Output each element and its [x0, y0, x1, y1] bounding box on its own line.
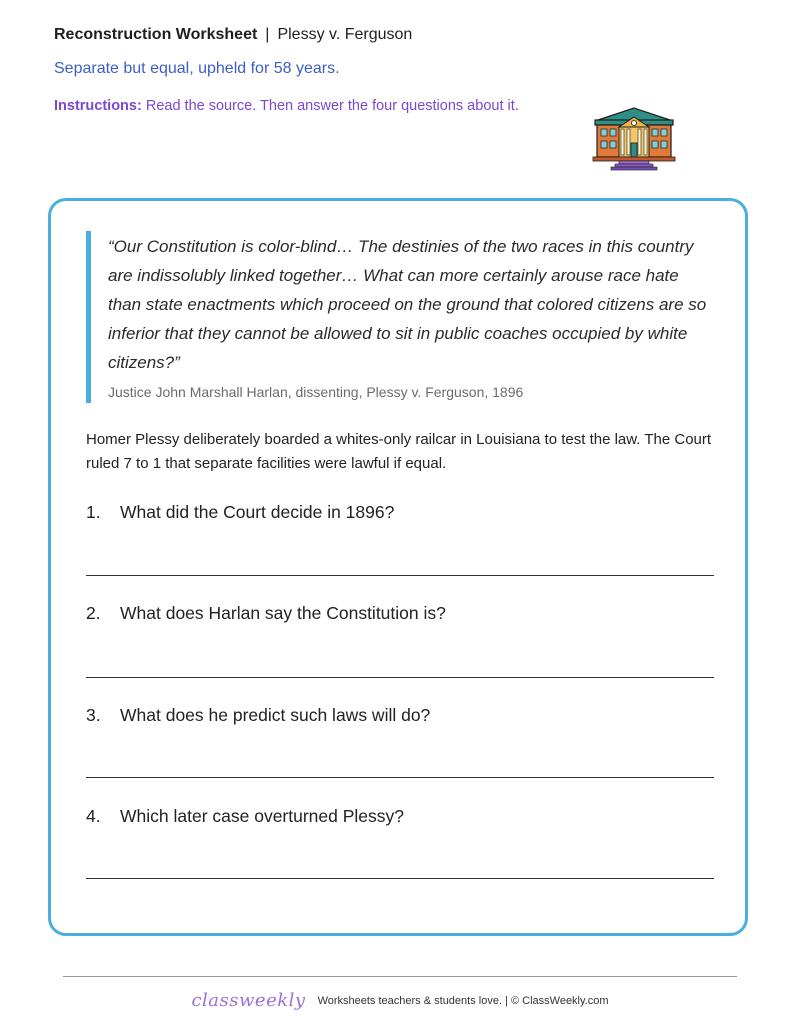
question-text: What does Harlan say the Constitution is?: [120, 603, 446, 623]
instructions: [54, 98, 519, 114]
title-separator: |: [265, 26, 270, 43]
question-1: [86, 502, 394, 523]
worksheet-subtitle: Separate but equal, upheld for 58 years.: [54, 60, 340, 77]
answer-line-3[interactable]: [86, 777, 714, 778]
footer-tagline: Worksheets teachers & students love. | © ClassWeekly.com: [317, 995, 609, 1007]
question-number: 4.: [86, 806, 101, 826]
question-2: [86, 603, 446, 624]
source-citation: Justice John Marshall Harlan, dissenting, Plessy v. Ferguson, 1896: [108, 384, 524, 400]
question-number: 1.: [86, 502, 101, 522]
question-text: What did the Court decide in 1896?: [120, 502, 395, 522]
instructions-text: Read the source. Then answer the four questions about it.: [145, 98, 519, 114]
question-4: [86, 806, 404, 827]
question-number: 2.: [86, 603, 101, 623]
worksheet-title: [54, 26, 412, 44]
footer-divider: [63, 976, 737, 977]
courthouse-icon: [589, 105, 679, 171]
instructions-label: Instructions:: [54, 98, 142, 114]
footer: [0, 990, 800, 1011]
question-text: Which later case overturned Plessy?: [120, 806, 405, 826]
context-paragraph: Homer Plessy deliberately boarded a whites-only railcar in Louisiana to test the law. The Court ruled 7 to 1 that separate facilities were lawful if equal.: [86, 431, 712, 472]
worksheet-topic: Plessy v. Ferguson: [277, 26, 413, 43]
answer-line-2[interactable]: [86, 677, 714, 678]
source-quote: “Our Constitution is color-blind… The destinies of the two races in this country are indissolubly linked together… What can more certainly arouse race hate than state enactments which proceed on the ground that colored citizens are so inferior that they cannot be allowed to sit in public coaches occupied by white citizens?”: [108, 237, 707, 372]
answer-line-1[interactable]: [86, 575, 714, 576]
answer-line-4[interactable]: [86, 878, 714, 879]
question-number: 3.: [86, 705, 101, 725]
source-quote-block: [86, 231, 716, 403]
question-text: What does he predict such laws will do?: [120, 705, 431, 725]
brand-logo: classweekly: [191, 990, 306, 1011]
question-3: [86, 705, 430, 726]
worksheet-title-main: Reconstruction Worksheet: [54, 26, 258, 43]
